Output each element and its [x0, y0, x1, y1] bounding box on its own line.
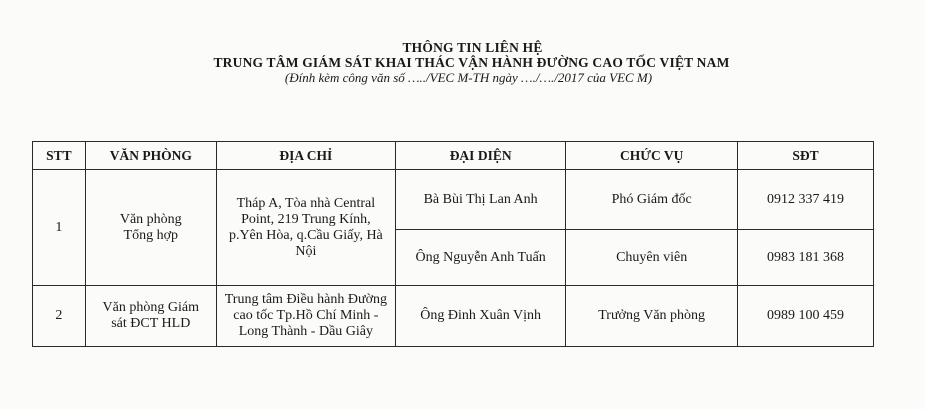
cell-stt: 2	[33, 286, 86, 347]
office-text	[92, 212, 210, 244]
text-line: Long Thành - Dầu Giây	[238, 324, 373, 339]
header-office: VĂN PHÒNG	[85, 142, 216, 170]
table-row	[33, 170, 874, 230]
cell-address	[216, 286, 395, 347]
text-line: sát ĐCT HLD	[111, 316, 191, 331]
contact-table	[32, 141, 874, 347]
text-line: Văn phòng	[119, 211, 182, 227]
text-line: Point, 219 Trung Kính,	[241, 211, 371, 227]
cell-representative: Bà Bùi Thị Lan Anh	[396, 170, 566, 230]
text-line: cao tốc Tp.Hồ Chí Minh -	[233, 308, 379, 323]
cell-position: Trưởng Văn phòng	[566, 286, 738, 347]
header-address: ĐỊA CHỈ	[216, 142, 395, 170]
cell-stt: 1	[33, 170, 86, 286]
cell-position: Phó Giám đốc	[566, 170, 738, 230]
cell-office	[85, 286, 216, 347]
cell-phone: 0912 337 419	[738, 170, 874, 230]
table-header-row	[33, 142, 874, 170]
cell-phone: 0989 100 459	[738, 286, 874, 347]
address-text	[223, 292, 389, 340]
document-title: THÔNG TIN LIÊN HỆ	[402, 40, 543, 55]
cell-phone: 0983 181 368	[738, 230, 874, 286]
text-line: Văn phòng Giám	[102, 300, 199, 315]
cell-representative: Ông Nguyễn Anh Tuấn	[396, 230, 566, 286]
address-text	[223, 196, 389, 260]
text-line: Trung tâm Điều hành Đường	[224, 292, 387, 307]
header-representative: ĐẠI DIỆN	[396, 142, 566, 170]
document-attachment-note: (Đính kèm công văn số …../VEC M-TH ngày …./…./2017 của VEC M)	[284, 70, 653, 85]
header-position: CHỨC VỤ	[566, 142, 738, 170]
text-line: Tổng hợp	[123, 227, 178, 243]
document-subtitle-organization: TRUNG TÂM GIÁM SÁT KHAI THÁC VẬN HÀNH ĐƯỜNG CAO TỐC VIỆT NAM	[213, 55, 730, 70]
text-line: p.Yên Hòa, q.Cầu Giấy, Hà	[228, 227, 383, 243]
cell-address	[216, 170, 395, 286]
table-row	[33, 286, 874, 347]
document-header	[0, 40, 925, 85]
header-phone: SĐT	[738, 142, 874, 170]
header-stt: STT	[33, 142, 86, 170]
cell-position: Chuyên viên	[566, 230, 738, 286]
office-text	[92, 300, 210, 332]
text-line: Nội	[295, 243, 317, 259]
text-line: Tháp A, Tòa nhà Central	[236, 195, 376, 211]
cell-representative: Ông Đinh Xuân Vịnh	[396, 286, 566, 347]
cell-office	[85, 170, 216, 286]
